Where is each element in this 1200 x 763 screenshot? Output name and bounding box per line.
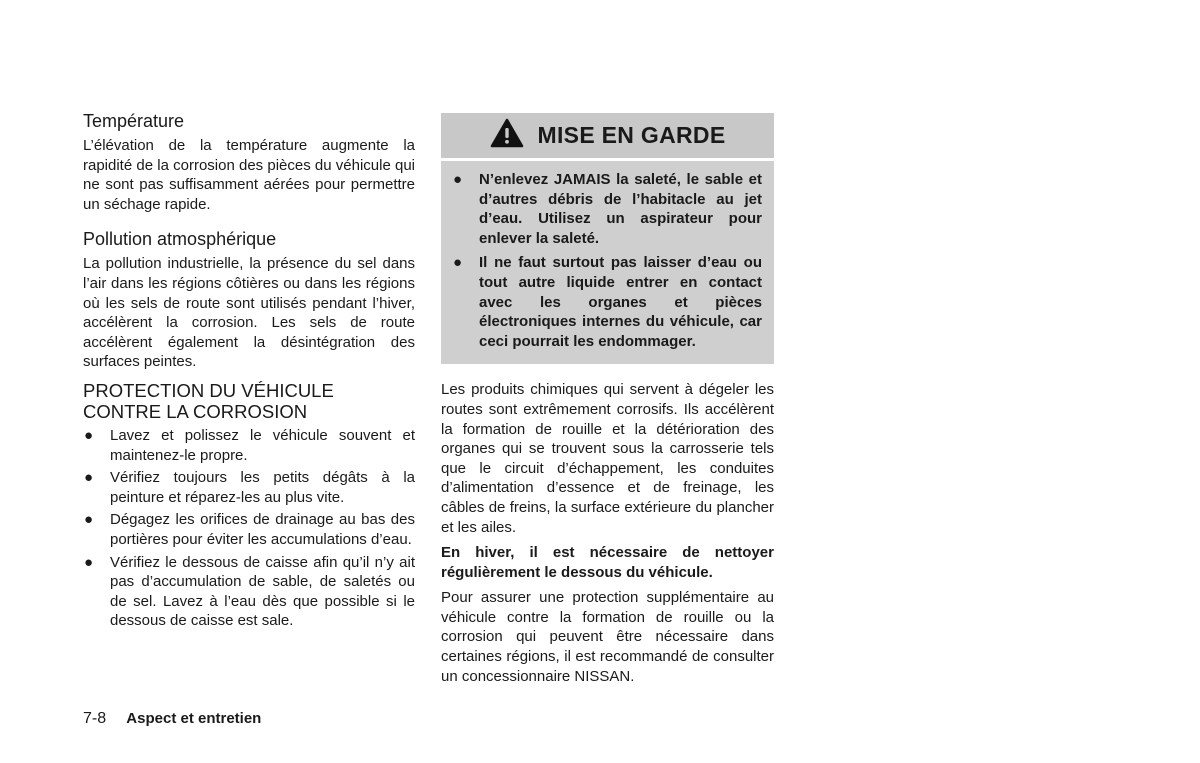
extra-protection-paragraph: Pour assurer une protection supplémentaire au véhicule contre la formation de rouille ou la corrosion qui peuvent être nécessaire dans certaines régions, il est recommandé de consulter un concessionnaire NISSAN.	[441, 589, 774, 685]
right-column	[441, 113, 774, 686]
pollution-paragraph: La pollution industrielle, la présence du sel dans l’air dans les régions côtières ou dans les régions où les sels de route sont utilisés pendant l’hiver, accélèrent la corrosion. Les sels de route accélèrent également la désintégration des surfaces peintes.	[83, 255, 415, 371]
list-item: ● Lavez et polissez le véhicule souvent et maintenez-le propre.	[84, 426, 415, 464]
bullet-icon: ●	[84, 553, 94, 571]
winter-paragraph: En hiver, il est nécessaire de nettoyer régulièrement le dessous du véhicule.	[441, 544, 774, 581]
bullet-icon: ●	[84, 511, 94, 529]
list-item: ● N’enlevez JAMAIS la saleté, le sable et d’autres débris de l’habitacle au jet d’eau. Utilisez un aspirateur pour enlever la saleté.	[453, 171, 762, 247]
chemicals-paragraph: Les produits chimiques qui servent à dégeler les routes sont extrêmement corrosifs. Ils accélèrent la formation de rouille et la détérioration des organes qui se trouvent sous la carrosserie tels que le circuit d’échappement, les conduites d’alimentation d’essence et de freinage, les câbles de freins, la surface extérieure du plancher et les ailes.	[441, 381, 774, 536]
list-item: ● Dégagez les orifices de drainage au bas des portières pour éviter les accumulations d’eau.	[84, 511, 415, 548]
left-column	[83, 110, 415, 634]
temperature-paragraph: L’élévation de la température augmente la rapidité de la corrosion des pièces du véhicule qui ne sont pas suffisamment aérées pour permettre un séchage rapide.	[83, 137, 415, 213]
temperature-heading: Température	[83, 111, 185, 131]
page-footer	[83, 710, 261, 728]
list-item: ● Vérifiez toujours les petits dégâts à la peinture et réparez-les au plus vite.	[84, 469, 415, 506]
bullet-icon: ●	[453, 254, 463, 272]
section-name: Aspect et entretien	[126, 710, 262, 727]
protection-list	[83, 426, 415, 631]
protection-heading: PROTECTION DU VÉHICULE CONTRE LA CORROSION	[83, 379, 334, 422]
list-item: ● Vérifiez le dessous de caisse afin qu’il n’y ait pas d’accumulation de sable, de saletés ou de sel. Lavez à l’eau dès que possible si le dessous de caisse est sale.	[84, 553, 415, 630]
warning-triangle-icon	[490, 118, 524, 153]
list-item: ● Il ne faut surtout pas laisser d’eau ou tout autre liquide entrer en contact avec les organes et pièces électroniques internes du véhicule, car ceci pourrait les endommager.	[453, 254, 762, 350]
bullet-icon: ●	[84, 426, 94, 444]
pollution-heading: Pollution atmosphérique	[83, 229, 277, 250]
bullet-icon: ●	[84, 469, 94, 487]
warning-list	[453, 170, 762, 351]
page-number: 7-8	[83, 710, 107, 727]
warning-body	[441, 161, 774, 364]
warning-header	[441, 113, 774, 158]
warning-title: MISE EN GARDE	[537, 122, 726, 148]
bullet-icon: ●	[453, 171, 463, 188]
